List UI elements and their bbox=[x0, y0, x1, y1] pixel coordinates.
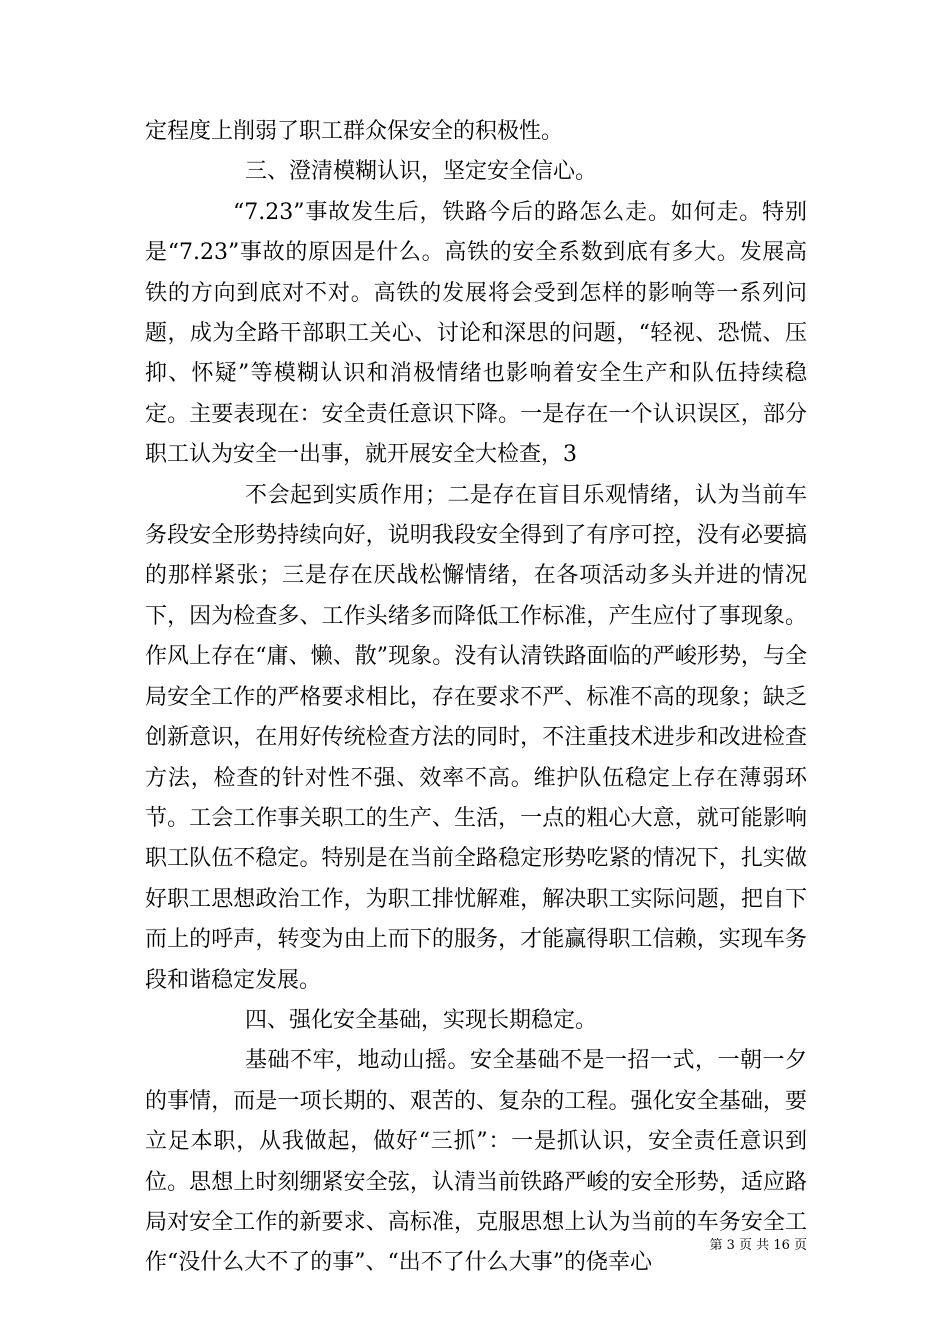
paragraph-continuation: 定程度上削弱了职工群众保安全的积极性。 bbox=[145, 119, 564, 144]
section-heading-3: 三、澄清模糊认识，坚定安全信心。 bbox=[245, 159, 598, 185]
paragraph: 基础不牢，地动山摇。安全基础不是一招一式，一朝一夕的事情，而是一项长期的、艰苦的、复杂的工程。强化安全基础，要立足本职，从我做起，做好“三抓”：一是抓认识，安全责任意识到位。思想上时刻绷紧安全弦，认清当前铁路严峻的安全形势，适应路局对安全工作的新要求、高标准，克服思想上认为当前的车务安全工作“没什么大不了的事”、“出不了什么大事”的侥幸心 bbox=[145, 1048, 807, 1276]
page-footer: 第 3 页 共 16 页 bbox=[709, 1238, 807, 1253]
body-text bbox=[145, 112, 807, 1284]
paragraph: 不会起到实质作用；二是存在盲目乐观情绪，认为当前车务段安全形势持续向好，说明我段安全得到了有序可控，没有必要搞的那样紧张；三是存在厌战松懈情绪，在各项活动多头并进的情况下，因为检查多、工作头绪多而降低工作标准，产生应付了事现象。作风上存在“庸、懒、散”现象。没有认清铁路面临的严峻形势，与全局安全工作的严格要求相比，存在要求不严、标准不高的现象；缺乏创新意识，在用好传统检查方法的同时，不注重技术进步和改进检查方法，检查的针对性不强、效率不高。维护队伍稳定上存在薄弱环节。工会工作事关职工的生产、生活，一点的粗心大意，就可能影响职工队伍不稳定。特别是在当前全路稳定形势吃紧的情况下，扎实做好职工思想政治工作，为职工排忧解难，解决职工实际问题，把自下而上的呼声，转变为由上而下的服务，才能赢得职工信赖，实现车务段和谐稳定发展。 bbox=[145, 482, 807, 993]
paragraph: “7.23”事故发生后，铁路今后的路怎么走。如何走。特别是“7.23”事故的原因是什么。高铁的安全系数到底有多大。发展高铁的方向到底对不对。高铁的发展将会受到怎样的影响等一系列问题，成为全路干部职工关心、讨论和深思的问题，“轻视、恐慌、压抑、怀疑”等模糊认识和消极情绪也影响着安全生产和队伍持续稳定。主要表现在：安全责任意识下降。一是存在一个认识误区，部分职工认为安全一出事，就开展安全大检查，3 bbox=[145, 199, 807, 468]
section-heading-4: 四、强化安全基础，实现长期稳定。 bbox=[245, 1007, 598, 1033]
